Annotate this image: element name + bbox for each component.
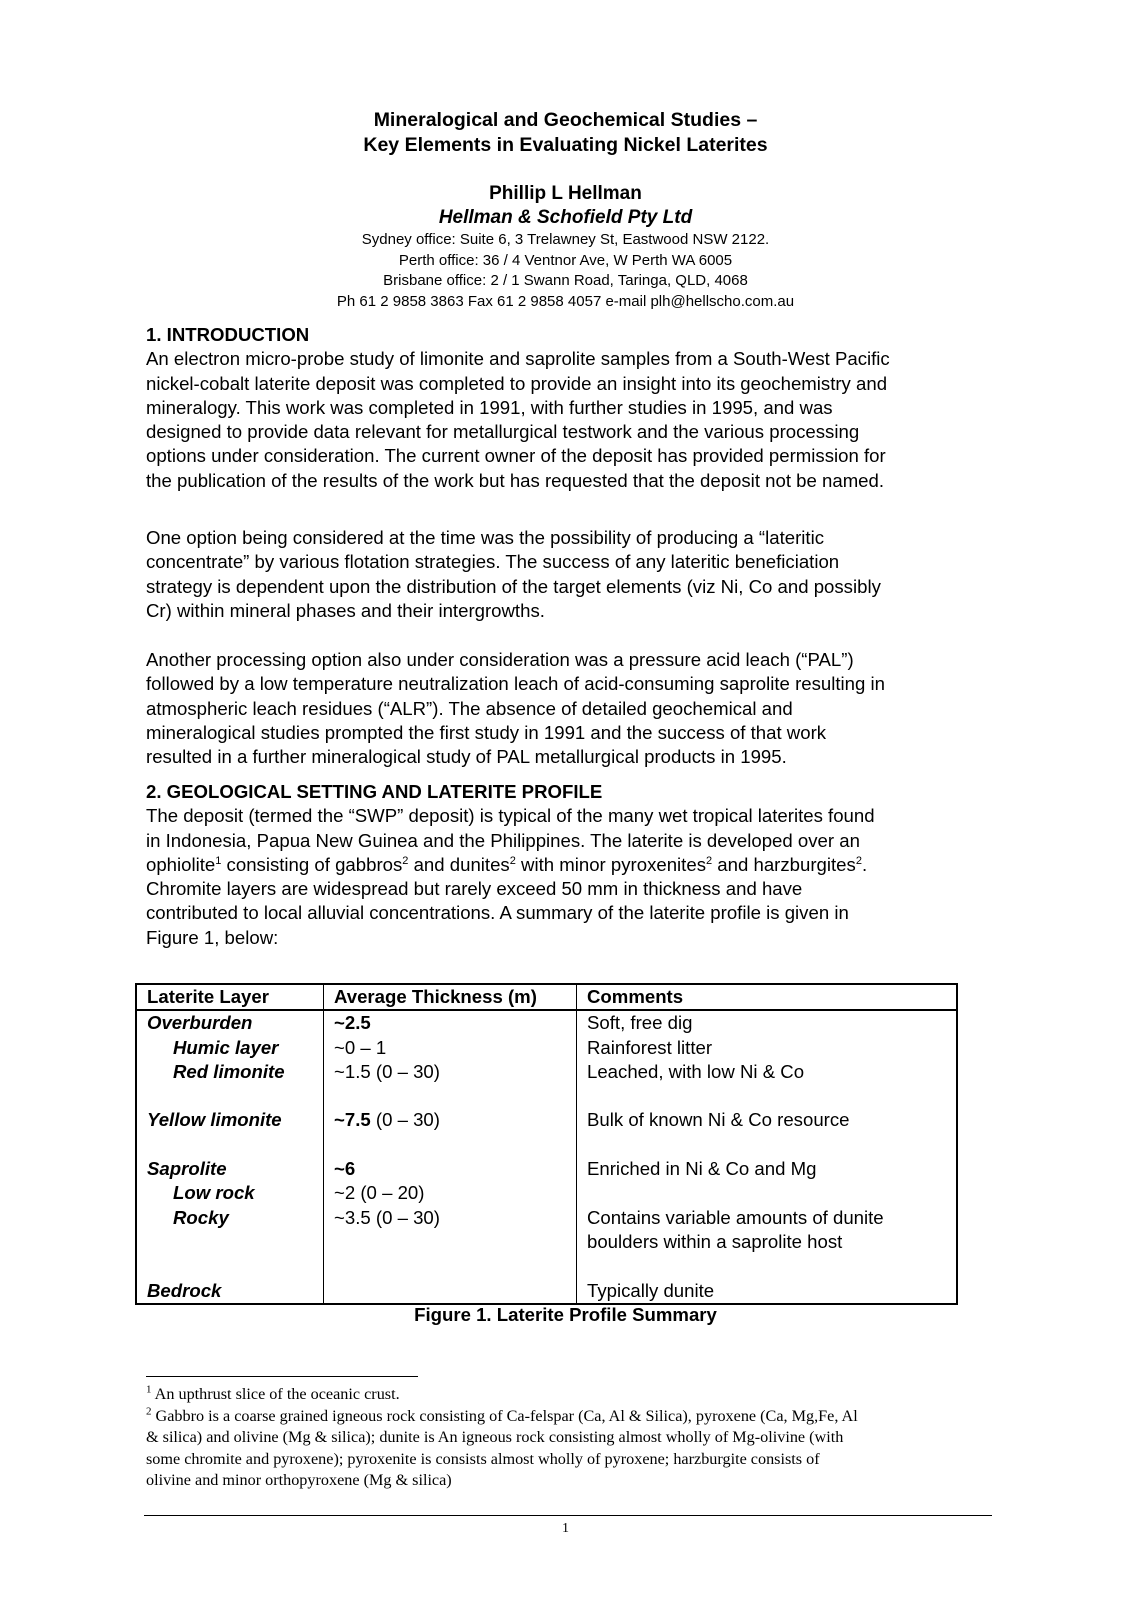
table-header-row xyxy=(136,984,957,1010)
table-row: Overburden ~2.5 Soft, free dig xyxy=(136,1010,957,1035)
page-footer-rule xyxy=(144,1515,992,1516)
footnote-2-continued: some chromite and pyroxene); pyroxenite is consists almost wholly of pyroxene; harzburgite consists of xyxy=(146,1449,820,1468)
table-row: Yellow limonite ~7.5 (0 – 30) Bulk of known Ni & Co resource xyxy=(136,1108,957,1132)
geology-line: in Indonesia, Papua New Guinea and the Philippines. The laterite is developed over an xyxy=(146,829,860,851)
footnote-ref[interactable]: 2 xyxy=(855,854,862,867)
address-brisbane: Brisbane office: 2 / 1 Swann Road, Taringa, QLD, 4068 xyxy=(383,272,748,289)
intro-para2-line: Cr) within mineral phases and their intergrowths. xyxy=(146,599,545,621)
intro-para3-line: resulted in a further mineralogical study of PAL metallurgical products in 1995. xyxy=(146,746,787,768)
footnote-ref[interactable]: 1 xyxy=(215,854,222,867)
figure-caption: Figure 1. Laterite Profile Summary xyxy=(414,1304,717,1325)
footnotes xyxy=(146,1384,996,1492)
table-row: Rocky ~3.5 (0 – 30) Contains variable amounts of dunite boulders within a saprolite host xyxy=(136,1206,957,1255)
title-line-2: Key Elements in Evaluating Nickel Laterites xyxy=(363,134,768,156)
footnote-2-continued: olivine and minor orthopyroxene (Mg & silica) xyxy=(146,1471,452,1489)
footnote-ref[interactable]: 2 xyxy=(402,854,409,867)
intro-para1-line: options under consideration. The current owner of the deposit has provided permission for xyxy=(146,445,886,467)
geology-line-with-footnotes: ophiolite$^1$ consisting of gabbros$^2$ and dunites$^2$ with minor pyroxenites$^2$ and harzburgites$^2$. xyxy=(146,853,868,875)
intro-para3-line: atmospheric leach residues (“ALR”). The absence of detailed geochemical and xyxy=(146,697,793,719)
table-spacer-row xyxy=(136,1084,957,1108)
table-row: Saprolite ~6 Enriched in Ni & Co and Mg xyxy=(136,1157,957,1181)
intro-para1-line: designed to provide data relevant for metallurgical testwork and the various processing xyxy=(146,421,860,443)
table-row: Low rock ~2 (0 – 20) xyxy=(136,1181,957,1205)
intro-para1-line: An electron micro-probe study of limonite and saprolite samples from a South-West Pacific xyxy=(146,348,890,370)
author-name: Phillip L Hellman xyxy=(489,183,642,204)
intro-para1-line: nickel-cobalt laterite deposit was completed to provide an insight into its geochemistry and xyxy=(146,372,888,394)
table-spacer-row xyxy=(136,1133,957,1157)
page-number: 1 xyxy=(562,1521,569,1536)
intro-para3-line: mineralogical studies prompted the first study in 1991 and the success of that work xyxy=(146,721,827,743)
table-row: Humic layer ~0 – 1 Rainforest litter xyxy=(136,1036,957,1060)
geology-line: contributed to local alluvial concentrations. A summary of the laterite profile is given in xyxy=(146,902,849,924)
author-block xyxy=(0,182,1131,312)
intro-para2-line: concentrate” by various flotation strategies. The success of any lateritic beneficiation xyxy=(146,551,840,573)
intro-para1-line: mineralogy. This work was completed in 1991, with further studies in 1995, and was xyxy=(146,396,833,418)
table-spacer-row xyxy=(136,1254,957,1278)
footnote-2-continued: & silica) and olivine (Mg & silica); dunite is An igneous rock consisting almost wholly of Mg-olivine (with xyxy=(146,1428,844,1446)
contact-line: Ph 61 2 9858 3863 Fax 61 2 9858 4057 e-mail plh@hellscho.com.au xyxy=(336,292,795,310)
intro-paragraph-2 xyxy=(146,526,1006,623)
footnote-ref[interactable]: 2 xyxy=(706,854,713,867)
address-perth: Perth office: 36 / 4 Ventnor Ave, W Perth WA 6005 xyxy=(398,251,733,269)
geology-line: Chromite layers are widespread but rarely exceed 50 mm in thickness and have xyxy=(146,878,803,900)
footnote-2: $^2$ Gabbro is a coarse grained igneous rock consisting of Ca-felspar (Ca, Al & Silica), pyroxene (Ca, Mg,Fe, Al xyxy=(146,1405,858,1425)
header-average-thickness: Average Thickness (m) xyxy=(324,984,577,1010)
intro-para2-line: strategy is dependent upon the distribution of the target elements (viz Ni, Co and possibly xyxy=(146,575,881,597)
table-row: Bedrock Typically dunite xyxy=(136,1279,957,1304)
intro-paragraph-3 xyxy=(146,648,1006,769)
header-laterite-layer: Laterite Layer xyxy=(136,984,324,1010)
section-heading-introduction: 1. INTRODUCTION xyxy=(146,324,310,345)
intro-para2-line: One option being considered at the time was the possibility of producing a “lateritic xyxy=(146,527,825,548)
intro-para3-line: followed by a low temperature neutralization leach of acid-consuming saprolite resulting in xyxy=(146,673,885,695)
document-title xyxy=(0,108,1131,158)
header-comments: Comments xyxy=(577,984,958,1010)
footnote-1: $^1$ An upthrust slice of the oceanic crust. xyxy=(146,1383,400,1403)
intro-para1-line: the publication of the results of the work but has requested that the deposit not be named. xyxy=(146,469,885,491)
geology-line: Figure 1, below: xyxy=(146,926,279,948)
geology-line: The deposit (termed the “SWP” deposit) is typical of the many wet tropical laterites found xyxy=(146,805,875,827)
footnote-separator xyxy=(146,1376,418,1377)
author-company: Hellman & Schofield Pty Ltd xyxy=(438,207,693,228)
section-heading-geology: 2. GEOLOGICAL SETTING AND LATERITE PROFILE xyxy=(146,781,603,802)
section-introduction xyxy=(146,323,1006,493)
footnote-ref[interactable]: 2 xyxy=(509,854,516,867)
section-geological-setting xyxy=(146,780,1006,950)
address-sydney: Sydney office: Suite 6, 3 Trelawney St, Eastwood NSW 2122. xyxy=(361,231,770,248)
laterite-profile-table xyxy=(135,983,958,1305)
title-line-1: Mineralogical and Geochemical Studies – xyxy=(373,109,758,131)
table-row: Red limonite ~1.5 (0 – 30) Leached, with low Ni & Co xyxy=(136,1060,957,1084)
intro-para3-line: Another processing option also under consideration was a pressure acid leach (“PAL”) xyxy=(146,649,854,670)
